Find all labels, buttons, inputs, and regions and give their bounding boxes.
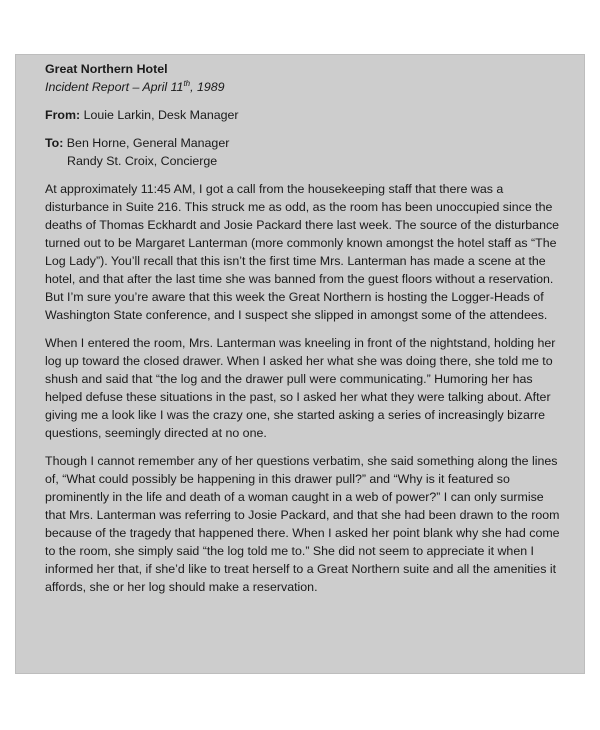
report-title — [45, 78, 565, 96]
report-title-sup: th — [183, 78, 191, 88]
body-paragraph-3: Though I cannot remember any of her questions verbatim, she said something along the lines of, “What could possibly be happening in this drawer pull?” and “Why is it featured so prominently in the life and death of a woman caught in a web of power?” I can only surmise that Mrs. Lanterman was referring to Josie Packard, and that she had been drawn to the room because of the tragedy that happened there. When I asked her point blank why she had come to the room, she simply said “the log told me to.” She did not seem to appreciate it when I informed her that, if she’d like to treat herself to a Great Northern suite and all the amenities it affords, she or her log should make a reservation. — [45, 454, 560, 594]
to-block — [45, 134, 565, 170]
to-line — [45, 134, 565, 152]
body-paragraph-1: At approximately 11:45 AM, I got a call from the housekeeping staff that there was a disturbance in Suite 216. This struck me as odd, as the room has been unoccupied since the deaths of Thomas Eckhardt and Josie Packard there last week. The source of the disturbance turned out to be Margaret Lanterman (more commonly known amongst the hotel staff as “The Log Lady”). You’ll recall that this isn’t the first time Mrs. Lanterman has made a scene at the hotel, and that after the last time she was banned from the guest floors without a reservation. But I’m sure you’re aware that this week the Great Northern is hosting the Logger-Heads of Washington State conference, and I suspect she slipped in amongst some of the attendees. — [45, 182, 560, 322]
to-recipient-1: Ben Horne, General Manager — [66, 136, 230, 150]
document-page — [15, 54, 585, 674]
from-line — [45, 106, 565, 124]
to-recipient-2: Randy St. Croix, Concierge — [67, 154, 218, 168]
from-label: From: — [45, 108, 81, 122]
report-title-suffix: , 1989 — [190, 80, 225, 94]
to-label: To: — [45, 136, 64, 150]
from-value: Louie Larkin, Desk Manager — [83, 108, 239, 122]
hotel-name: Great Northern Hotel — [45, 62, 168, 76]
report-title-prefix: Incident Report – April 11 — [45, 80, 184, 94]
body-paragraph-2: When I entered the room, Mrs. Lanterman was kneeling in front of the nightstand, holding her log up toward the closed drawer. When I asked her what she was doing there, she told me to shush and said that “the log and the drawer pull were communicating.” Humoring her has helped defuse these situations in the past, so I asked her what they were talking about. After giving me a look like I was the crazy one, she started asking a series of increasingly bizarre questions, seemingly directed at no one. — [45, 336, 556, 440]
document-content — [45, 60, 565, 596]
